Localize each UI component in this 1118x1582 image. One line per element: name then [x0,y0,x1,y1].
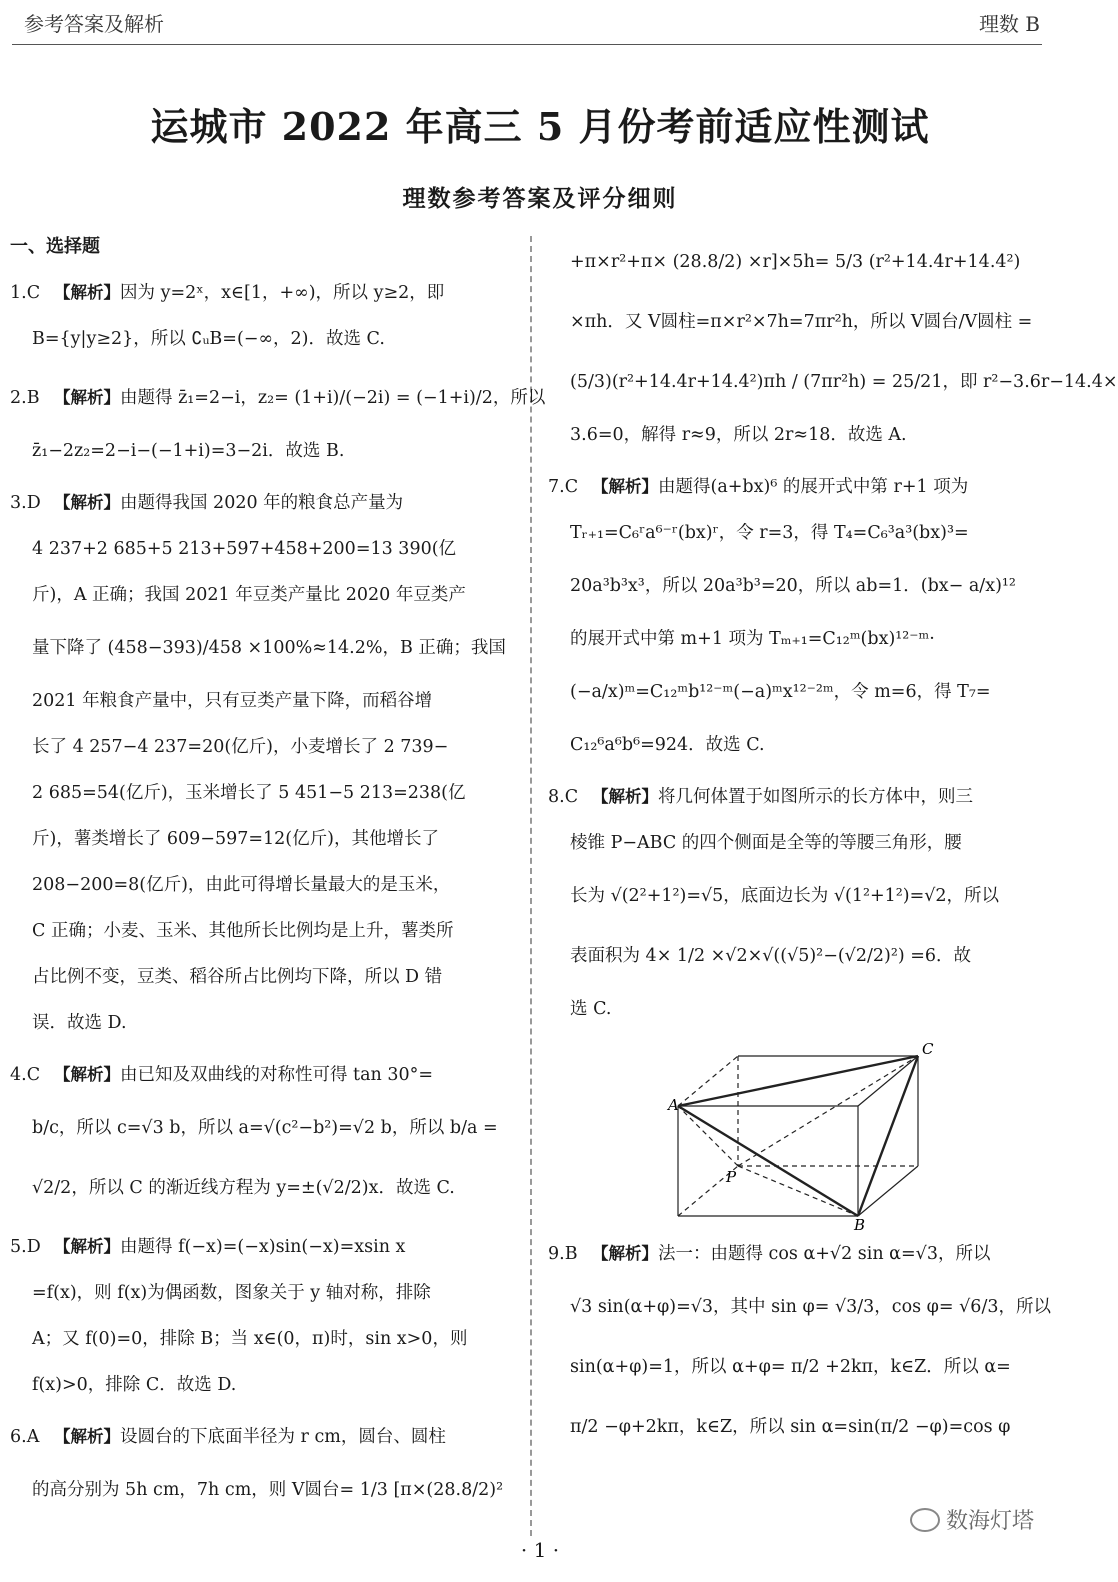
question-number: 6.A [10,1427,40,1447]
line-text: 法一：由题得 cos α+√2 sin α=√3，所以 [658,1244,991,1264]
line-text: B={y|y≥2}，所以 ∁ᵤB=(−∞，2)．故选 C. [32,329,385,349]
answer-item [10,368,546,474]
line-text: C 正确；小麦、玉米、其他所长比例均是上升，薯类所 [32,921,454,941]
answer-line [10,954,515,1000]
analysis-tag: 【解析】 [592,787,658,806]
line-text: b/c，所以 c=√3 b，所以 a=√(c²−b²)=√2 b，所以 b/a = [32,1118,498,1138]
figure-edge [678,1056,918,1106]
line-text: 4 237+2 685+5 213+597+458+200=13 390(亿 [32,539,457,559]
question-number: 8.C [548,787,579,807]
answer-line [10,1270,515,1316]
answer-line [548,774,1048,820]
answer-item [548,1231,1051,1457]
wechat-icon [910,1508,940,1532]
line-text: sin(α+φ)=1，所以 α+φ= π/2 +2kπ，k∈Z．所以 α= [570,1357,1011,1377]
watermark [910,1504,1034,1535]
answer-item [10,1052,515,1218]
answer-item [10,1224,515,1408]
answer-line [10,908,515,954]
answer-line [548,352,1118,412]
answer-line [548,412,1048,458]
line-text: 斤)，A 正确；我国 2021 年豆类产量比 2020 年豆类产 [32,585,466,605]
answer-list-right [548,232,1118,1457]
analysis-tag: 【解析】 [54,388,120,407]
answer-item [548,232,1118,458]
answer-line [10,1158,515,1218]
answer-line [10,1414,515,1460]
answer-line [548,820,1048,866]
answer-line [10,270,515,316]
answer-line [548,1397,1048,1457]
line-text: 表面积为 4× 1/2 ×√2×√((√5)²−(√2/2)²) =6．故 [570,946,972,966]
answer-line [548,1231,1048,1277]
line-text: 的展开式中第 m+1 项为 Tₘ₊₁=C₁₂ᵐ(bx)¹²⁻ᵐ· [570,629,935,649]
answer-item [10,480,515,1046]
answer-line [548,986,1048,1032]
analysis-tag: 【解析】 [54,283,120,302]
line-text: 长了 4 257−4 237=20(亿斤)，小麦增长了 2 739− [32,737,449,757]
answer-line [548,926,1048,986]
figure-edge [738,1166,858,1216]
line-text: 2 685=54(亿斤)，玉米增长了 5 451−5 213=238(亿 [32,783,466,803]
answer-line [10,480,515,526]
answer-line [548,556,1048,616]
line-text: 因为 y=2ˣ，x∈[1，+∞)，所以 y≥2，即 [120,283,445,303]
answer-line [10,1224,515,1270]
watermark-text: 数海灯塔 [945,1509,1034,1534]
answer-line [548,292,1048,352]
line-text: z̄₁−2z₂=2−i−(−1+i)=3−2i．故选 B. [32,441,345,461]
answer-line [548,1277,1051,1337]
question-number: 3.D [10,493,41,513]
line-text: 长为 √(2²+1²)=√5，底面边长为 √(1²+1²)=√2，所以 [570,886,1000,906]
column-divider [530,236,532,1536]
left-column [10,232,546,1526]
figure-label: P [726,1168,737,1186]
header-left: 参考答案及解析 [24,12,164,36]
figure-edge [678,1056,738,1106]
question-number: 2.B [10,388,40,408]
line-text: √2/2，所以 C 的渐近线方程为 y=±(√2/2)x．故选 C. [32,1178,455,1198]
line-text: 选 C. [570,999,612,1019]
line-text: ×πh．又 V圆柱=π×r²×7h=7πr²h，所以 V圆台/V圆柱 = [570,312,1033,332]
line-text: 棱锥 P−ABC 的四个侧面是全等的等腰三角形，腰 [570,833,962,853]
figure-label: A [668,1096,679,1114]
line-text: +π×r²+π× (28.8/2) ×r]×5h= 5/3 (r²+14.4r+14.4²) [570,252,1021,272]
answer-line [10,572,515,618]
line-text: 斤)，薯类增长了 609−597=12(亿斤)，其他增长了 [32,829,439,849]
figure-label: B [854,1216,866,1234]
analysis-tag: 【解析】 [54,493,120,512]
answer-line [548,232,1048,292]
answer-line [548,866,1048,926]
line-text: Tᵣ₊₁=C₆ʳa⁶⁻ʳ(bx)ʳ，令 r=3，得 T₄=C₆³a³(bx)³= [570,523,969,543]
section-heading: 一、选择题 [10,236,100,257]
question-number: 1.C [10,283,41,303]
question-number: 4.C [10,1065,41,1085]
analysis-tag: 【解析】 [54,1065,120,1084]
answer-item [548,774,1048,1032]
line-text: 的高分别为 5h cm，7h cm，则 V圆台= 1/3 [π×(28.8/2)² [32,1480,504,1500]
answer-item [10,270,515,362]
answer-line [10,1316,515,1362]
answer-line [10,862,515,908]
figure-label: C [922,1040,934,1058]
line-text: C₁₂⁶a⁶b⁶=924．故选 C. [570,735,765,755]
answer-line [10,1460,515,1520]
line-text: 3.6=0，解得 r≈9，所以 2r≈18．故选 A. [570,425,907,445]
analysis-tag: 【解析】 [592,477,658,496]
line-text: 由题得我国 2020 年的粮食总产量为 [120,493,404,513]
line-text: 由已知及双曲线的对称性可得 tan 30°= [120,1065,434,1085]
page-title: 运城市 2022 年高三 5 月份考前适应性测试 [150,104,930,149]
question-number: 5.D [10,1237,41,1257]
page-subtitle: 理数参考答案及评分细则 [402,185,678,212]
answer-line [10,816,515,862]
analysis-tag: 【解析】 [54,1237,120,1256]
answer-line [10,1000,515,1046]
header-rule [12,44,1042,45]
figure-edge [738,1056,918,1166]
answer-line [548,722,1048,768]
answer-line [10,428,515,474]
answer-item [10,1414,515,1520]
line-text: 2021 年粮食产量中，只有豆类产量下降，而稻谷增 [32,691,433,711]
answer-line [548,616,1048,662]
line-text: A；又 f(0)=0，排除 B；当 x∈(0，π)时，sin x>0，则 [32,1329,468,1349]
line-text: 由题得(a+bx)⁶ 的展开式中第 r+1 项为 [658,477,969,497]
answer-line [10,1362,515,1408]
answer-line [10,678,515,724]
line-text: f(x)>0，排除 C．故选 D. [32,1375,237,1395]
answer-line [10,526,515,572]
header-right: 理数 B [978,12,1040,36]
line-text: 占比例不变，豆类、稻谷所占比例均下降，所以 D 错 [32,967,443,987]
question-number: 7.C [548,477,579,497]
analysis-tag: 【解析】 [592,1244,658,1263]
answer-line [10,1098,515,1158]
line-text: (−a/x)ᵐ=C₁₂ᵐb¹²⁻ᵐ(−a)ᵐx¹²⁻²ᵐ，令 m=6，得 T₇= [570,682,991,702]
answer-line [548,464,1048,510]
answer-line [10,618,515,678]
line-text: 由题得 z̄₁=2−i，z₂= (1+i)/(−2i) = (−1+i)/2，所以 [120,388,546,408]
answer-line [10,724,515,770]
footer-page-number: · 1 · [520,1538,560,1562]
line-text: (5/3)(r²+14.4r+14.4²)πh / (7πr²h) = 25/21，即 r²−3.6r−14.4× [570,372,1118,392]
line-text: π/2 −φ+2kπ，k∈Z，所以 sin α=sin(π/2 −φ)=cos φ [570,1417,1011,1437]
answer-line [10,1052,515,1098]
answer-item [548,464,1048,768]
question-number: 9.B [548,1244,578,1264]
line-text: =f(x)，则 f(x)为偶函数，图象关于 y 轴对称，排除 [32,1283,431,1303]
answer-line [548,1337,1048,1397]
analysis-tag: 【解析】 [54,1427,120,1446]
answer-line [548,510,1048,556]
answer-line [548,662,1048,722]
line-text: 设圆台的下底面半径为 r cm，圆台、圆柱 [120,1427,446,1447]
line-text: 20a³b³x³，所以 20a³b³=20，所以 ab=1．(bx− a/x)¹² [570,576,1016,596]
answer-line [10,368,546,428]
figure-edge [858,1056,918,1216]
line-text: 208−200=8(亿斤)，由此可得增长量最大的是玉米， [32,875,451,895]
line-text: 量下降了 (458−393)/458 ×100%≈14.2%，B 正确；我国 [32,638,506,658]
line-text: 将几何体置于如图所示的长方体中，则三 [658,787,973,807]
answer-line [10,316,515,362]
answer-line [10,770,515,816]
line-text: √3 sin(α+φ)=√3，其中 sin φ= √3/3，cos φ= √6/3，所以 [570,1297,1051,1317]
answer-list-left [10,270,546,1520]
line-text: 误．故选 D. [32,1013,127,1033]
right-column [548,232,1118,1463]
figure-edge [678,1106,858,1216]
line-text: 由题得 f(−x)=(−x)sin(−x)=xsin x [120,1237,406,1257]
cuboid-figure [668,1040,968,1234]
